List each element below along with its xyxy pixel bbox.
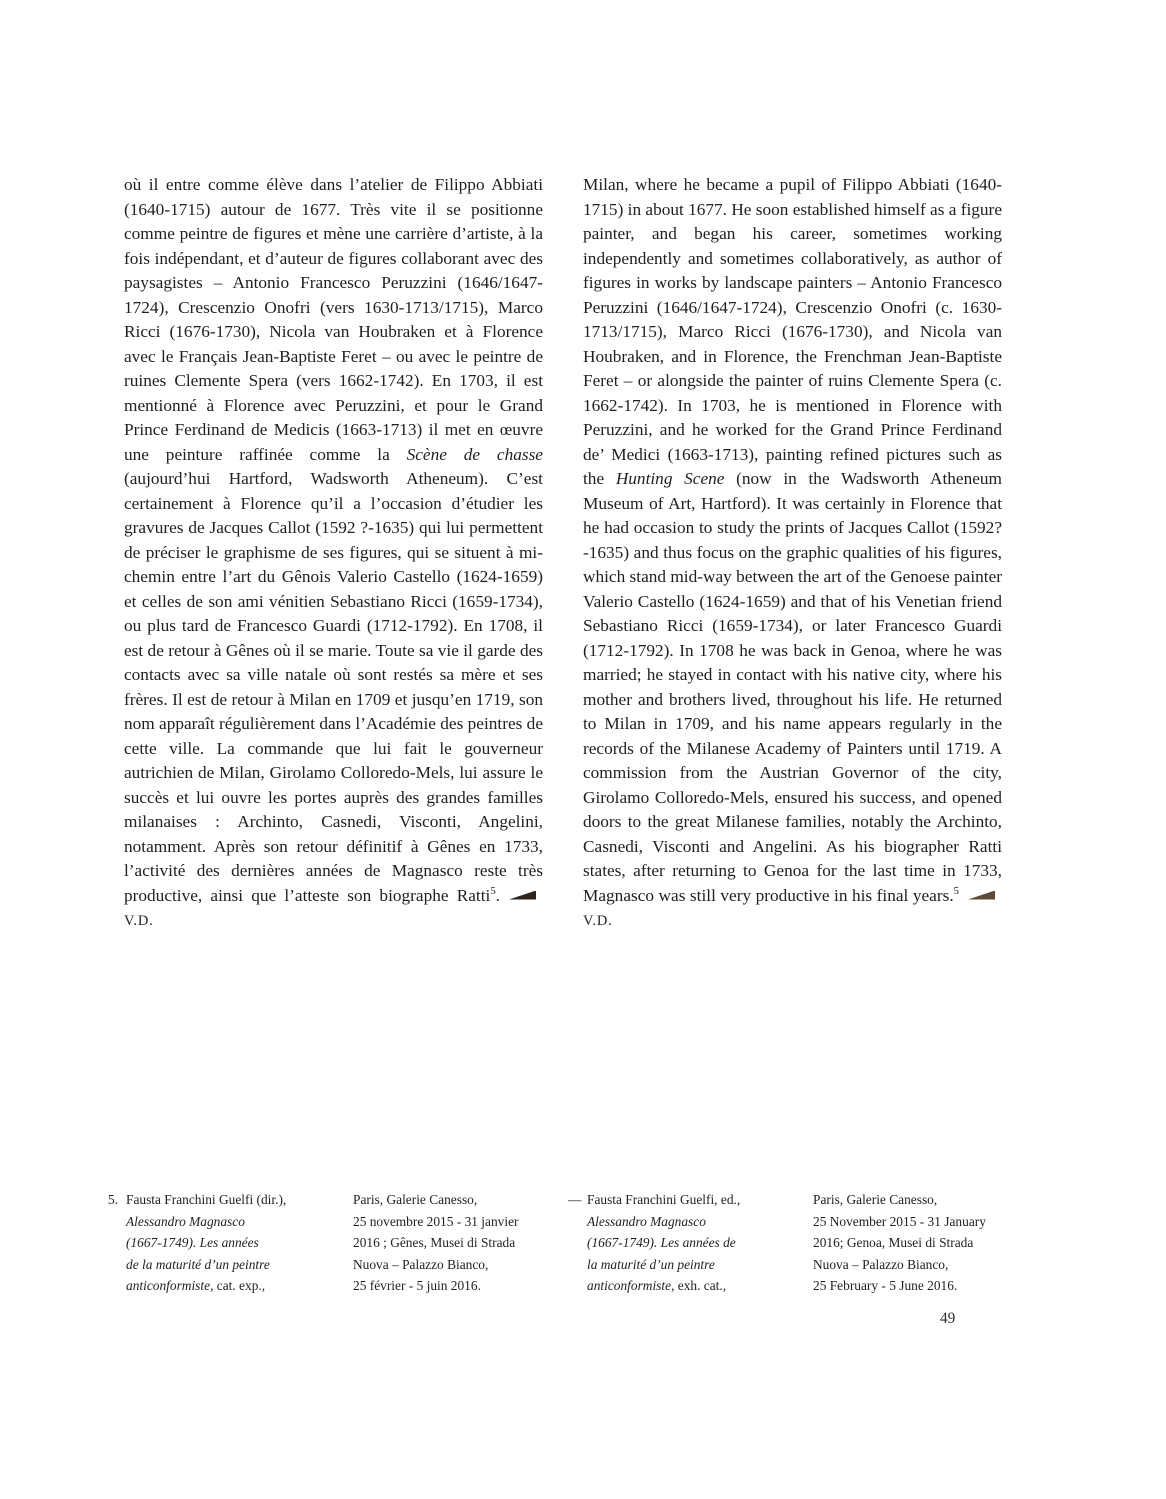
footnote-text: Paris, Galerie Canesso, 25 novembre 2015 - 31 janvier 2016 ; Gênes, Musei di Strada Nuova – Palazzo Bianco, 25 février - 5 juin 2016. [353, 1192, 519, 1294]
footnote-number: 5. [108, 1192, 119, 1207]
footnote-french [108, 1189, 318, 1297]
footnote-english [568, 1189, 783, 1297]
footnote-french-continued [353, 1189, 558, 1297]
return-triangle-icon [968, 891, 995, 900]
footnote-english-continued [813, 1189, 1028, 1297]
text-column-french: où il entre comme élève dans l’atelier de Filippo Abbiati (1640-1715) autour de 1677. Très vite il se positionne comme peintre de figures et mène une carrière d’artiste, à la fois indépendant, et d’auteur de figures collaborant avec des paysagistes – Antonio Francesco Peruzzini (1646/1647-1724), Crescenzio Onofri (vers 1630-1713/1715), Marco Ricci (1676-1730), Nicola van Houbraken et à Florence avec le Français Jean-Baptiste Feret – ou avec le peintre de ruines Clemente Spera (vers 1662-1742). En 1703, il est mentionné à Florence avec Peruzzini, et pour le Grand Prince Ferdinand de Medicis (1663-1713) il met en œuvre une peinture raffinée comme la Scène de chasse (aujourd’hui Hartford, Wadsworth Atheneum). C’est certainement à Florence qu’il a l’occasion d’étudier les gravures de Jacques Callot (1592 ?-1635) qui lui permettent de préciser le graphisme de ses figures, qui se situent à mi-chemin entre l’art du Gênois Valerio Castello (1624-1659) et celles de son ami vénitien Sebastiano Ricci (1659-1734), ou plus tard de Francesco Guardi (1712-1792). En 1708, il est de retour à Gênes où il se marie. Toute sa vie il garde des contacts avec sa ville natale où sont restés sa mère et ses frères. Il est de retour à Milan en 1709 et jusqu’en 1719, son nom apparaît régulièrement dans l’Académie des peintres de cette ville. La commande que lui fait le gouverneur autrichien de Milan, Girolamo Colloredo-Mels, lui assure le succès et lui ouvre les portes auprès des grandes familles milanaises : Archinto, Casnedi, Visconti, Angelini, notamment. Après son retour définitif à Gênes en 1733, l’activité des dernières années de Magnasco reste très productive, ainsi que l’atteste son biographe Ratti$^5$.V.D. [124, 175, 543, 929]
text-column-english: Milan, where he became a pupil of Filippo Abbiati (1640-1715) in about 1677. He soon established himself as a figure painter, and began his career, sometimes working independently and sometimes collaboratively, as author of figures in works by landscape painters – Antonio Francesco Peruzzini (1646/1647-1724), Crescenzio Onofri (c. 1630-1713/1715), Marco Ricci (1676-1730), and Nicola van Houbraken, and in Florence, the Frenchman Jean-Baptiste Feret – or alongside the painter of ruins Clemente Spera (c. 1662-1742). In 1703, he is mentioned in Florence with Peruzzini, and he worked for the Grand Prince Ferdinand de’ Medici (1663-1713), painting refined pictures such as the Hunting Scene (now in the Wadsworth Atheneum Museum of Art, Hartford). It was certainly in Florence that he had occasion to study the prints of Jacques Callot (1592?-1635) and thus focus on the graphic qualities of his figures, which stand mid-way between the art of the Genoese painter Valerio Castello (1624-1659) and that of his Venetian friend Sebastiano Ricci (1659-1734), or later Francesco Guardi (1712-1792). In 1708 he was back in Genoa, where he was married; he stayed in contact with his native city, where his mother and brothers lived, throughout his life. He returned to Milan in 1709, and his name appears regularly in the records of the Milanese Academy of Painters until 1719. A commission from the Austrian Governor of the city, Girolamo Colloredo-Mels, ensured his success, and opened doors to the great Milanese families, notably the Archinto, Casnedi, Visconti and Angelini. As his biographer Ratti states, after returning to Genoa for the last time in 1733, Magnasco was still very productive in his final years.$^5$V.D. [583, 175, 1002, 929]
return-triangle-icon [509, 891, 536, 900]
footnote-text: Paris, Galerie Canesso, 25 November 2015 - 31 January 2016; Genoa, Musei di Strada Nuova – Palazzo Bianco, 25 February - 5 June 2016. [813, 1192, 986, 1294]
page-number: 49 [940, 1310, 956, 1327]
footnote-text: Fausta Franchini Guelfi (dir.), Alessandro Magnasco (1667-1749). Les années de la maturité d’un peintre anticonformiste, cat. exp., [126, 1192, 287, 1294]
footnote-dash-marker: — [568, 1192, 582, 1207]
footnote-text: Fausta Franchini Guelfi, ed., Alessandro Magnasco (1667-1749). Les années de la maturité d’un peintre anticonformiste, exh. cat., [587, 1192, 741, 1294]
